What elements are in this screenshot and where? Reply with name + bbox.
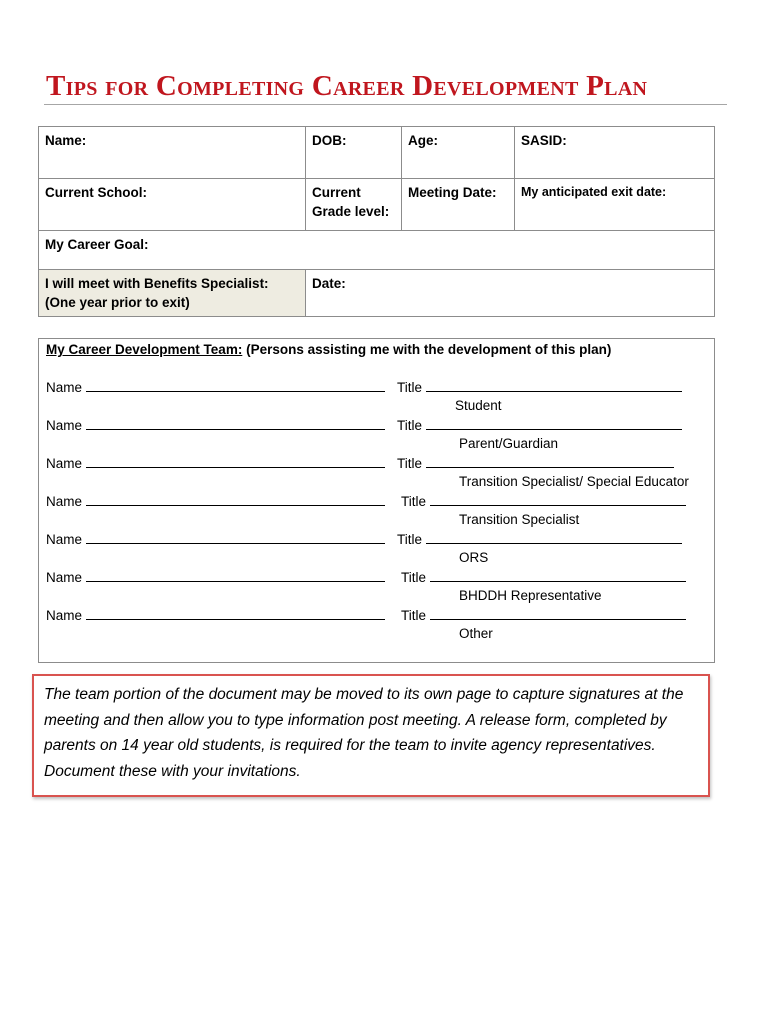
team-name-line-2[interactable]: Name: [46, 417, 385, 433]
benefits-date-label: Date:: [312, 276, 346, 291]
title-divider: [44, 104, 727, 105]
dob-cell[interactable]: [306, 127, 402, 179]
team-heading-title: My Career Development Team:: [46, 342, 243, 357]
page-title: Tips for Completing Career Development Plan: [46, 70, 648, 102]
team-heading-subtitle: (Persons assisting me with the development of this plan): [242, 342, 612, 357]
sasid-label: SASID:: [521, 133, 567, 148]
team-heading: [46, 342, 611, 357]
team-name-line-3[interactable]: Name: [46, 455, 385, 471]
dob-label: DOB:: [312, 133, 347, 148]
team-title-line-2[interactable]: Title: [397, 417, 682, 433]
grade-level-label-line1: Current: [312, 185, 361, 200]
role-parent-guardian: Parent/Guardian: [459, 436, 559, 451]
team-name-line-7[interactable]: Name: [46, 607, 385, 623]
team-name-line-6[interactable]: Name: [46, 569, 385, 585]
team-title-line-6[interactable]: Title: [401, 569, 686, 585]
team-title-line-4[interactable]: Title: [401, 493, 686, 509]
role-student: Student: [455, 398, 502, 413]
team-title-line-7[interactable]: Title: [401, 607, 686, 623]
team-name-line-1[interactable]: Name: [46, 379, 385, 395]
sasid-cell[interactable]: [515, 127, 715, 179]
name-cell[interactable]: [39, 127, 306, 179]
exit-date-cell[interactable]: [515, 179, 715, 231]
name-label: Name:: [45, 133, 87, 148]
benefits-specialist-cell: [39, 270, 306, 317]
grade-level-cell[interactable]: [306, 179, 402, 231]
team-note-text: The team portion of the document may be moved to its own page to capture signatures at the meeting and then allow you to type information post meeting. A release form, completed by parents on 14 year old students, is required for the team to invite agency representatives. Document these with your invitations.: [44, 686, 684, 780]
team-title-line-1[interactable]: Title: [397, 379, 682, 395]
career-goal-cell[interactable]: [39, 231, 715, 270]
meeting-date-cell[interactable]: [402, 179, 515, 231]
role-transition-specialist: Transition Specialist: [459, 512, 580, 527]
career-goal-label: My Career Goal:: [45, 237, 149, 252]
team-name-line-5[interactable]: Name: [46, 531, 385, 547]
age-label: Age:: [408, 133, 438, 148]
role-other: Other: [459, 626, 493, 641]
role-ors: ORS: [459, 550, 489, 565]
role-transition-special-educator: Transition Specialist/ Special Educator: [459, 474, 689, 489]
benefits-date-cell[interactable]: [306, 270, 715, 317]
grade-level-label-line2: Grade level:: [312, 204, 390, 219]
team-note-callout: [32, 674, 710, 797]
student-info-table: [38, 126, 715, 317]
age-cell[interactable]: [402, 127, 515, 179]
meeting-date-label: Meeting Date:: [408, 185, 497, 200]
benefits-label-line1: I will meet with Benefits Specialist:: [45, 276, 269, 291]
team-title-line-5[interactable]: Title: [397, 531, 682, 547]
role-bhddh-representative: BHDDH Representative: [459, 588, 602, 603]
current-school-cell[interactable]: [39, 179, 306, 231]
team-name-line-4[interactable]: Name: [46, 493, 385, 509]
team-title-line-3[interactable]: Title: [397, 455, 674, 471]
benefits-label-line2: (One year prior to exit): [45, 295, 190, 310]
career-team-section: [38, 338, 715, 663]
exit-date-label: My anticipated exit date:: [521, 185, 667, 199]
current-school-label: Current School:: [45, 185, 148, 200]
